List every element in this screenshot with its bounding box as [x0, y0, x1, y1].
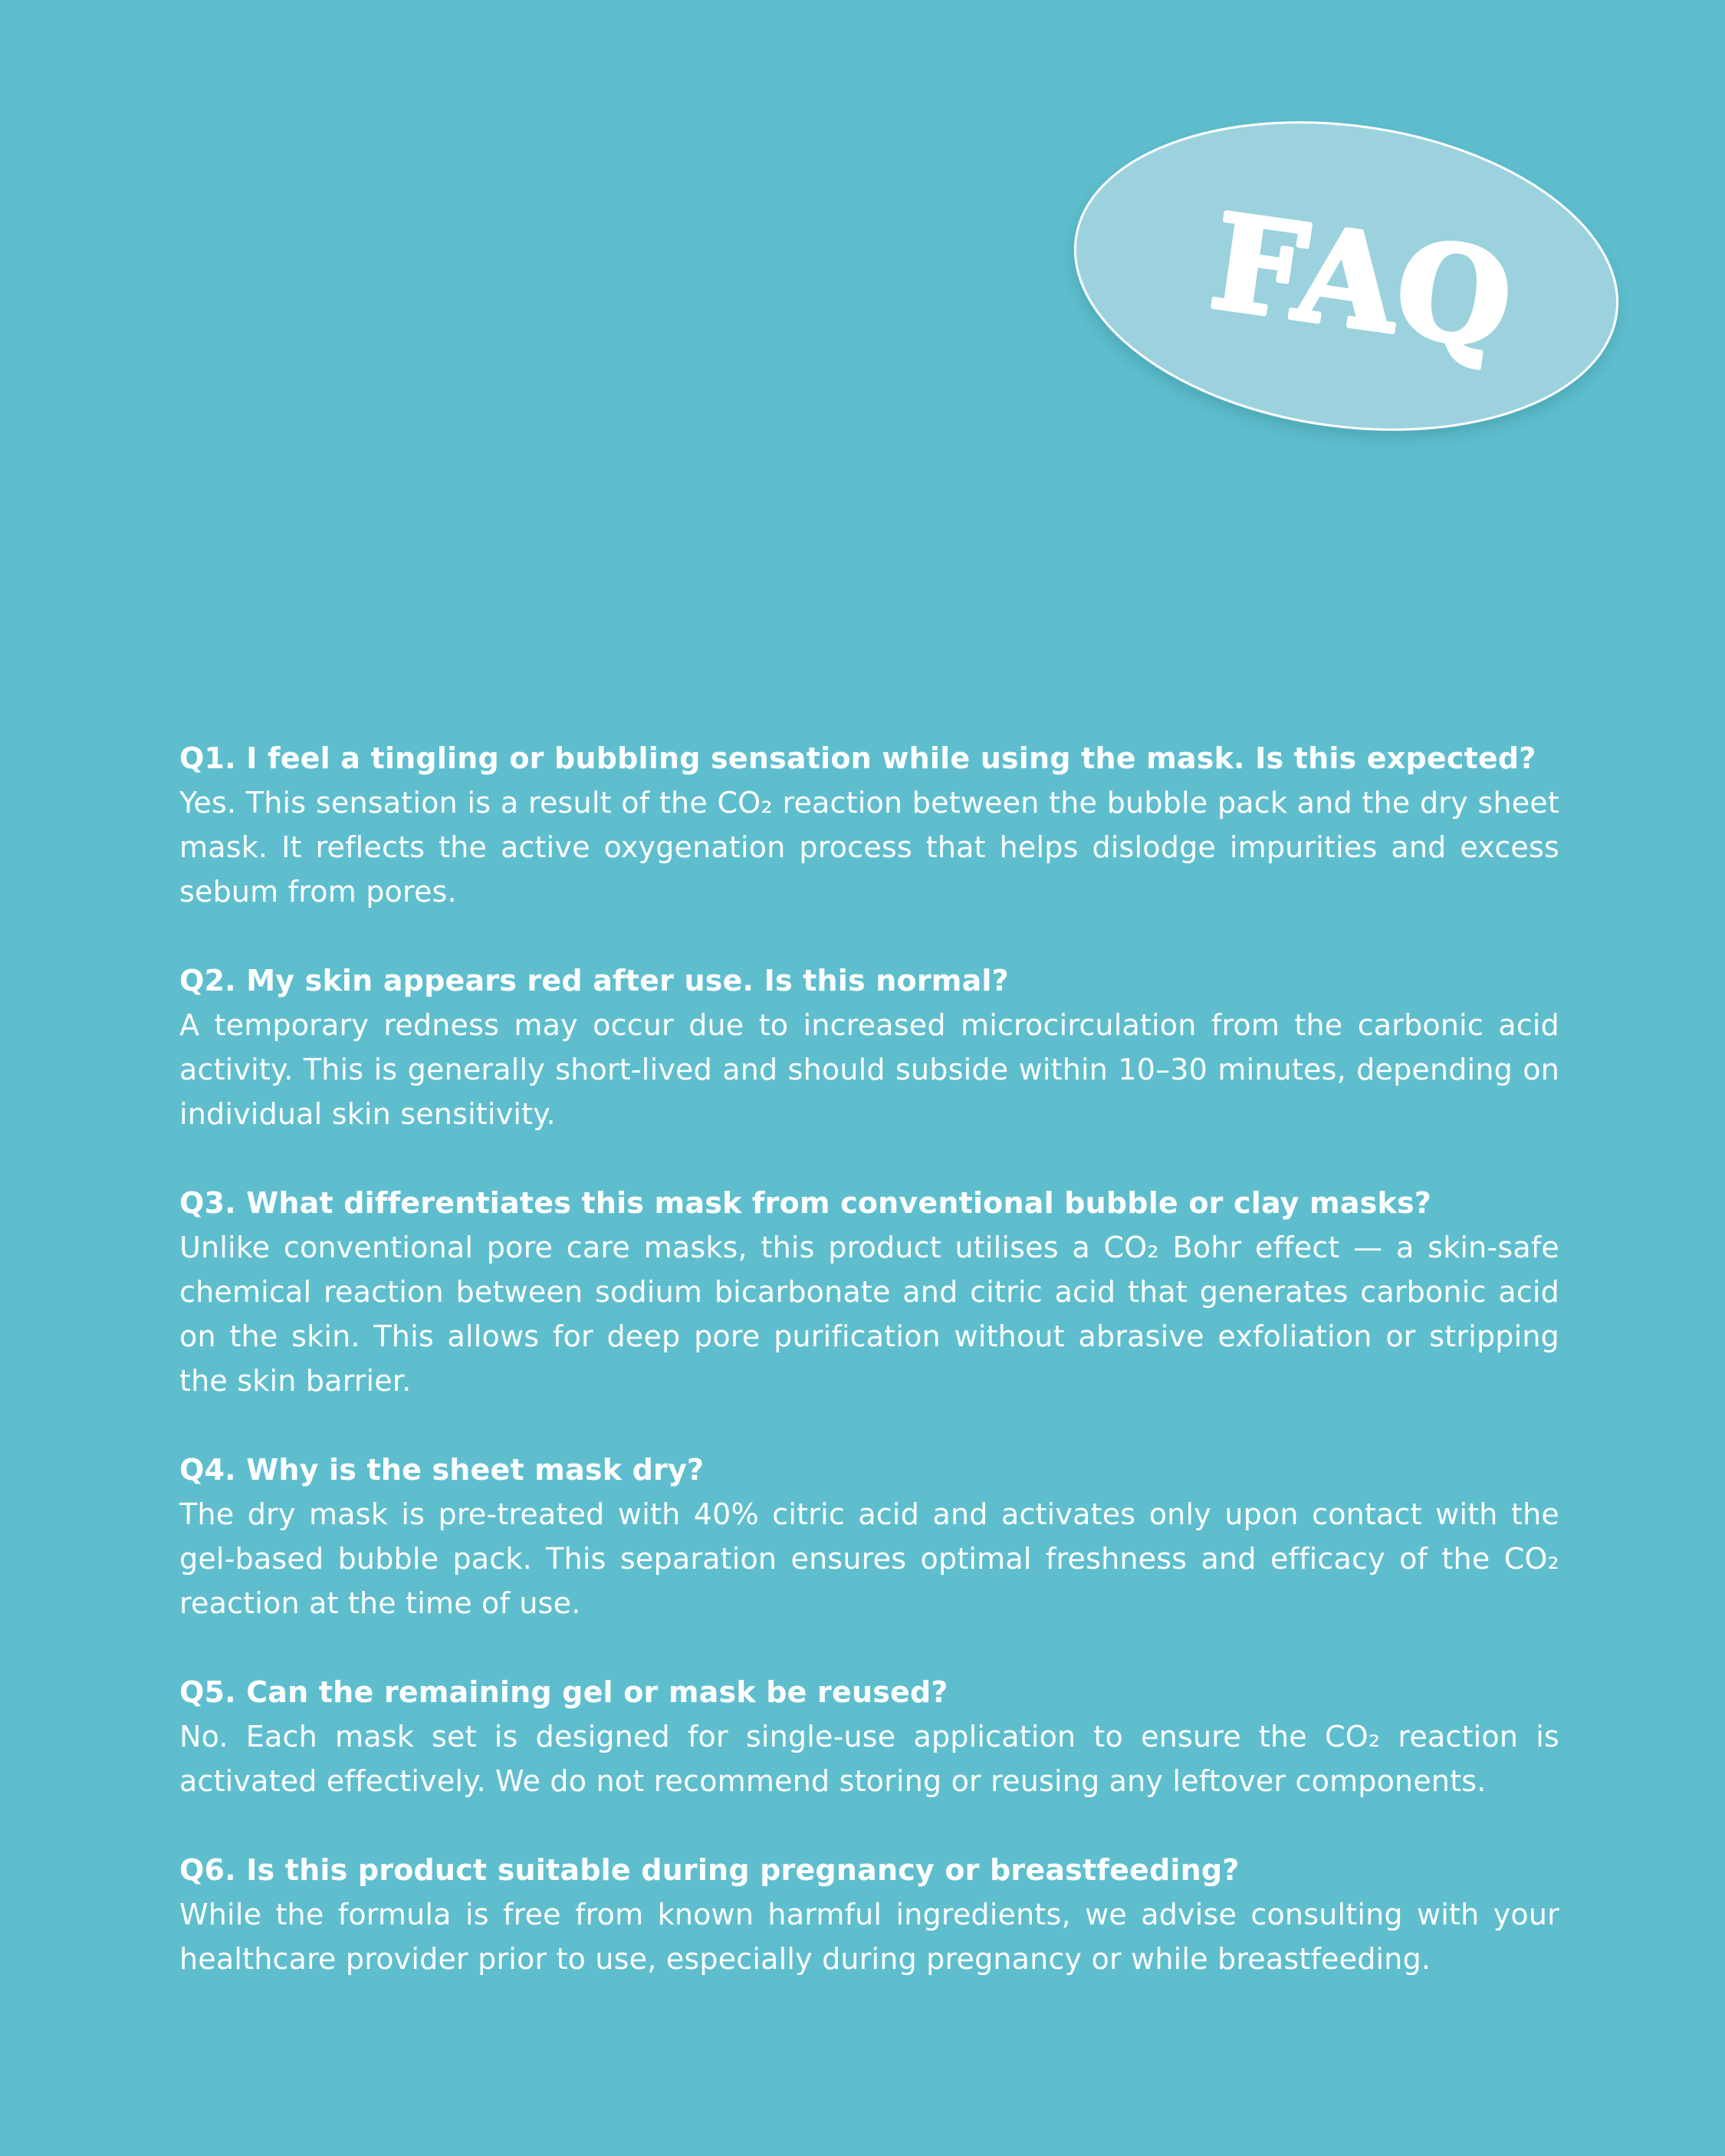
faq-item-5: [179, 1670, 1559, 1803]
faq-answer: No. Each mask set is designed for single-use application to ensure the CO₂ reaction is activated effectively. We do not recommend storing or reusing any leftover components.: [179, 1720, 1559, 1798]
faq-question: Q4. Why is the sheet mask dry?: [179, 1453, 705, 1487]
faq-answer: Unlike conventional pore care masks, this product utilises a CO₂ Bohr effect — a skin-safe chemical reaction between sodium bicarbonate and citric acid that generates carbonic acid on the skin. This allows for deep pore purification without abrasive exfoliation or stripping the skin barrier.: [179, 1231, 1559, 1398]
faq-item-3: [179, 1181, 1559, 1403]
faq-item-1: [179, 736, 1559, 914]
faq-question: Q5. Can the remaining gel or mask be reused?: [179, 1675, 948, 1709]
faq-question: Q6. Is this product suitable during pregnancy or breastfeeding?: [179, 1853, 1240, 1887]
faq-item-6: [179, 1848, 1559, 1981]
faq-question: Q3. What differentiates this mask from conventional bubble or clay masks?: [179, 1186, 1432, 1220]
faq-item-2: [179, 958, 1559, 1136]
faq-item-4: [179, 1448, 1559, 1625]
faq-badge: [1072, 123, 1621, 429]
faq-question: Q2. My skin appears red after use. Is this normal?: [179, 964, 1009, 997]
faq-answer: A temporary redness may occur due to increased microcirculation from the carbonic acid activity. This is generally short-lived and should subside within 10–30 minutes, depending on individual skin sensitivity.: [179, 1008, 1559, 1131]
faq-answer: While the formula is free from known harmful ingredients, we advise consulting with your healthcare provider prior to use, especially during pregnancy or while breastfeeding.: [179, 1898, 1559, 1976]
faq-badge-graphic: [1072, 123, 1621, 429]
faq-list: [179, 736, 1559, 2026]
faq-question: Q1. I feel a tingling or bubbling sensation while using the mask. Is this expected?: [179, 741, 1536, 775]
faq-badge-label: FAQ: [1202, 185, 1521, 379]
faq-answer: The dry mask is pre-treated with 40% citric acid and activates only upon contact with the gel-based bubble pack. This separation ensures optimal freshness and efficacy of the CO₂ reaction at the time of use.: [179, 1497, 1559, 1620]
faq-answer: Yes. This sensation is a result of the CO₂ reaction between the bubble pack and the dry sheet mask. It reflects the active oxygenation process that helps dislodge impurities and excess sebum from pores.: [179, 786, 1559, 909]
